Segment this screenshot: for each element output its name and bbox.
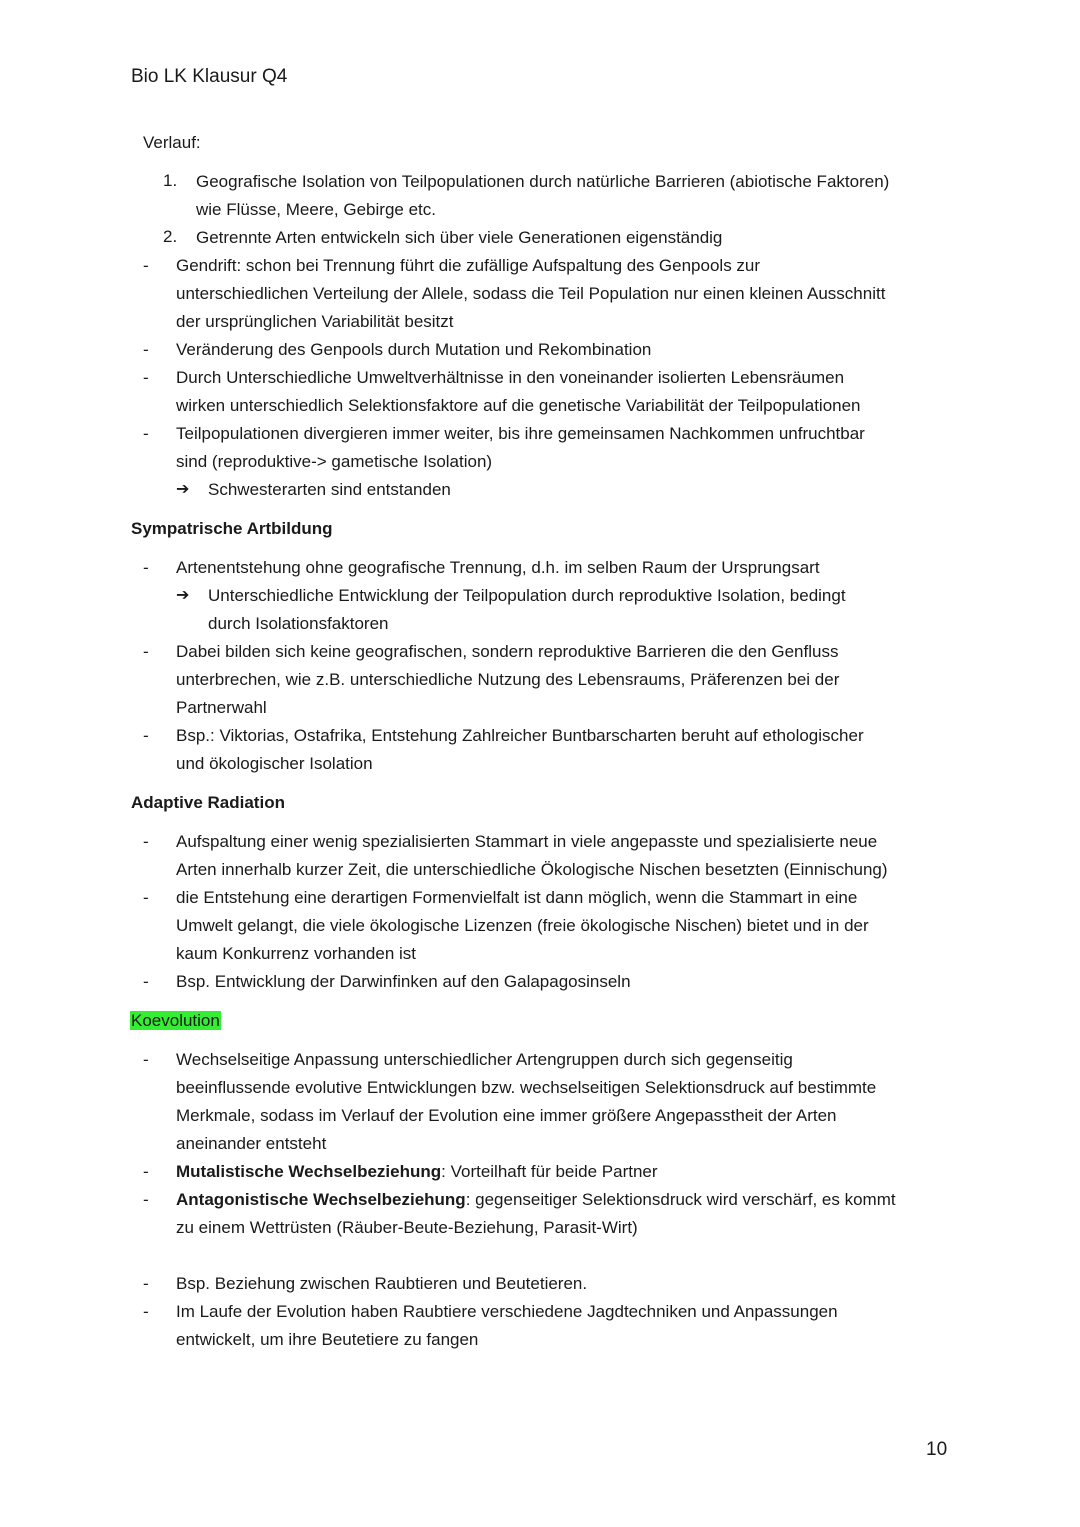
bullet-text: sind (reproduktive-> gametische Isolation) — [176, 452, 493, 471]
highlighted-heading: Koevolution — [131, 1011, 220, 1030]
section-heading: Adaptive Radiation — [131, 793, 285, 812]
verlauf-title: Verlauf: — [143, 133, 201, 152]
bullet-text: Bsp. Entwicklung der Darwinfinken auf den Galapagosinseln — [176, 972, 631, 991]
term-bold: Antagonistische Wechselbeziehung — [176, 1190, 466, 1209]
term-bold: Mutalistische Wechselbeziehung — [176, 1162, 442, 1181]
bullet-text: Artenentstehung ohne geografische Trennung, d.h. im selben Raum der Ursprungsart — [176, 558, 820, 577]
bullet-dash: - — [143, 1162, 149, 1181]
page-number: 10 — [926, 1439, 948, 1460]
bullet-text: zu einem Wettrüsten (Räuber-Beute-Beziehung, Parasit-Wirt) — [176, 1218, 638, 1237]
bullet-text — [176, 1189, 896, 1211]
term-definition: : Vorteilhaft für beide Partner — [441, 1162, 658, 1181]
bullet-text: aneinander entsteht — [176, 1134, 327, 1153]
bullet-text: Durch Unterschiedliche Umweltverhältnisse in den voneinander isolierten Lebensräumen — [176, 368, 845, 387]
bullet-text: Aufspaltung einer wenig spezialisierten Stammart in viele angepasste und spezialisierte neue — [176, 832, 878, 851]
right-arrow-icon: ➔ — [176, 587, 190, 604]
bullet-text: und ökologischer Isolation — [176, 754, 373, 773]
section-heading — [130, 1010, 221, 1032]
arrow-text: Unterschiedliche Entwicklung der Teilpopulation durch reproduktive Isolation, bedingt — [208, 586, 846, 605]
page-header: Bio LK Klausur Q4 — [131, 66, 288, 87]
bullet-text: Im Laufe der Evolution haben Raubtiere verschiedene Jagdtechniken und Anpassungen — [176, 1302, 838, 1321]
bullet-dash: - — [143, 424, 149, 443]
bullet-text: Gendrift: schon bei Trennung führt die zufällige Aufspaltung des Genpools zur — [176, 256, 761, 275]
bullet-text: beeinflussende evolutive Entwicklungen bzw. wechselseitigen Selektionsdruck auf bestimmte — [176, 1078, 877, 1097]
bullet-text: entwickelt, um ihre Beutetiere zu fangen — [176, 1330, 479, 1349]
bullet-dash: - — [143, 888, 149, 907]
bullet-text: die Entstehung eine derartigen Formenvielfalt ist dann möglich, wenn die Stammart in eine — [176, 888, 858, 907]
bullet-dash: - — [143, 1190, 149, 1209]
bullet-text: Arten innerhalb kurzer Zeit, die unterschiedliche Ökologische Nischen besetzten (Einnischung) — [176, 860, 888, 879]
bullet-text: unterbrechen, wie z.B. unterschiedliche Nutzung des Lebensraums, Präferenzen bei der — [176, 670, 840, 689]
arrow-text: durch Isolationsfaktoren — [208, 614, 389, 633]
list-item: Geografische Isolation von Teilpopulationen durch natürliche Barrieren (abiotische Faktoren) — [196, 172, 890, 191]
bullet-text: Merkmale, sodass im Verlauf der Evolution eine immer größere Angepasstheit der Arten — [176, 1106, 837, 1125]
bullet-dash: - — [143, 340, 149, 359]
bullet-dash: - — [143, 642, 149, 661]
bullet-dash: - — [143, 832, 149, 851]
bullet-text: Bsp.: Viktorias, Ostafrika, Entstehung Zahlreicher Buntbarscharten beruht auf ethologischer — [176, 726, 864, 745]
list-number: 1. — [163, 171, 178, 190]
bullet-text: wirken unterschiedlich Selektionsfaktore auf die genetische Variabilität der Teilpopulationen — [176, 396, 861, 415]
conclusion-text: Schwesterarten sind entstanden — [208, 480, 451, 499]
bullet-text: Wechselseitige Anpassung unterschiedlicher Artengruppen durch sich gegenseitig — [176, 1050, 793, 1069]
bullet-text: Dabei bilden sich keine geografischen, sondern reproduktive Barrieren die den Genfluss — [176, 642, 839, 661]
right-arrow-icon: ➔ — [176, 481, 190, 498]
bullet-text: Partnerwahl — [176, 698, 267, 717]
bullet-text: kaum Konkurrenz vorhanden ist — [176, 944, 417, 963]
bullet-dash: - — [143, 726, 149, 745]
term-definition: : gegenseitiger Selektionsdruck wird verschärf, es kommt — [465, 1190, 896, 1209]
bullet-dash: - — [143, 558, 149, 577]
bullet-dash: - — [143, 1274, 149, 1293]
list-number: 2. — [163, 227, 178, 246]
bullet-text: Teilpopulationen divergieren immer weiter, bis ihre gemeinsamen Nachkommen unfruchtbar — [176, 424, 865, 443]
section-heading: Sympatrische Artbildung — [131, 519, 333, 538]
bullet-text: Veränderung des Genpools durch Mutation und Rekombination — [176, 340, 652, 359]
bullet-dash: - — [143, 256, 149, 275]
bullet-text: Umwelt gelangt, die viele ökologische Lizenzen (freie ökologische Nischen) bietet und in der — [176, 916, 869, 935]
list-item: wie Flüsse, Meere, Gebirge etc. — [196, 200, 436, 219]
bullet-text: unterschiedlichen Verteilung der Allele, sodass die Teil Population nur einen kleinen Ausschnitt — [176, 284, 886, 303]
bullet-dash: - — [143, 1302, 149, 1321]
bullet-dash: - — [143, 1050, 149, 1069]
bullet-text: der ursprünglichen Variabilität besitzt — [176, 312, 454, 331]
list-item: Getrennte Arten entwickeln sich über viele Generationen eigenständig — [196, 228, 723, 247]
bullet-dash: - — [143, 368, 149, 387]
bullet-text — [176, 1161, 658, 1183]
bullet-text: Bsp. Beziehung zwischen Raubtieren und Beutetieren. — [176, 1274, 588, 1293]
bullet-dash: - — [143, 972, 149, 991]
